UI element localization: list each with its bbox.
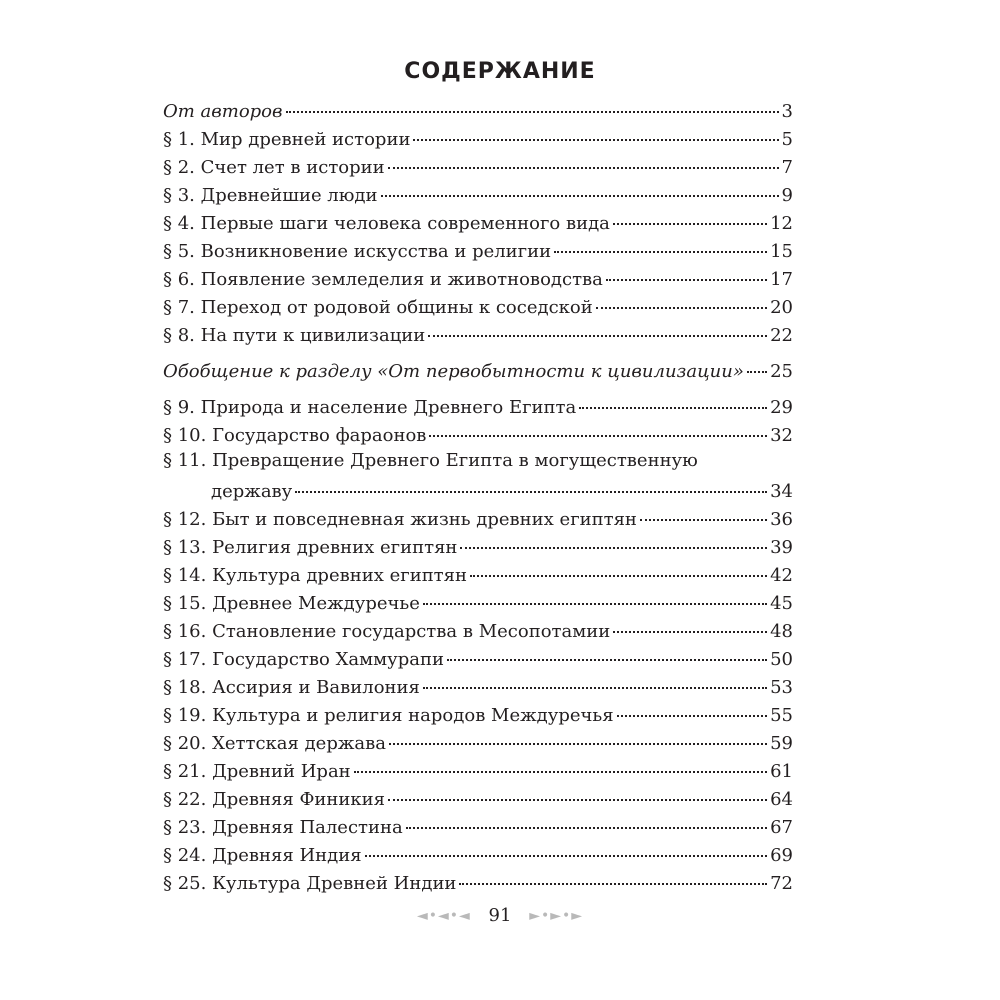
toc-entry-label: § 2. Счет лет в истории (163, 157, 385, 178)
toc-entry-label: § 14. Культура древних египтян (163, 565, 467, 586)
toc-entry-page: 55 (770, 705, 793, 726)
toc-entry-label: § 17. Государство Хаммурапи (163, 649, 444, 670)
dot-leader (579, 387, 767, 409)
toc-entry-page: 69 (770, 845, 793, 866)
dot-leader (617, 695, 768, 717)
toc-entry-page: 17 (770, 269, 793, 290)
toc-entry (163, 355, 793, 383)
toc-entry-label: § 12. Быт и повседневная жизнь древних египтян (163, 509, 637, 530)
toc-entry-label: § 6. Появление земледелия и животноводства (163, 269, 603, 290)
toc-entry-page: 32 (770, 425, 793, 446)
toc-entry-label: § 1. Мир древней истории (163, 129, 411, 150)
dot-leader (413, 119, 778, 141)
toc-entry-page: 48 (770, 621, 793, 642)
toc-entry-page: 9 (781, 185, 793, 206)
toc-entry-label: § 7. Переход от родовой общины к соседской (163, 297, 593, 318)
page-footer (0, 904, 1000, 928)
toc-entry-page: 39 (770, 537, 793, 558)
toc-entry-page: 15 (770, 241, 793, 262)
dot-leader (295, 471, 767, 493)
dot-leader (613, 611, 767, 633)
ornament-right: ►•►•► (529, 908, 584, 924)
toc-entry-page: 36 (770, 509, 793, 530)
toc-entry-page: 50 (770, 649, 793, 670)
toc-entry-page: 29 (770, 397, 793, 418)
toc-entry-label: § 9. Природа и население Древнего Египта (163, 397, 577, 418)
toc-entry (163, 419, 793, 447)
dot-leader (365, 835, 768, 857)
toc-entry-label: § 15. Древнее Междуречье (163, 593, 420, 614)
page-title: СОДЕРЖАНИЕ (404, 59, 596, 84)
dot-leader (459, 863, 767, 885)
dot-leader (596, 287, 767, 309)
toc-entry-page: 72 (770, 873, 793, 894)
toc-entry-label: § 20. Хеттская держава (163, 733, 387, 754)
dot-leader (447, 639, 767, 661)
dot-leader (423, 667, 767, 689)
toc-entry-label: Обобщение к разделу «От первобытности к цивилизации» (163, 361, 744, 382)
dot-leader (428, 315, 767, 337)
toc-entry-label: § 22. Древняя Финикия (163, 789, 385, 810)
dot-leader (406, 807, 767, 829)
toc-entry-page: 34 (770, 481, 793, 502)
toc-entry (163, 319, 793, 347)
toc-entry-page: 12 (770, 213, 793, 234)
dot-leader (388, 147, 779, 169)
dot-leader (606, 259, 767, 281)
toc-entry-label: державу (211, 481, 293, 502)
toc-entry-page: 67 (770, 817, 793, 838)
toc-entry-label: От авторов (163, 101, 283, 122)
toc-entry-page: 42 (770, 565, 793, 586)
toc-entry-label: § 18. Ассирия и Вавилония (163, 677, 420, 698)
toc-entry-label: § 25. Культура Древней Индии (163, 873, 457, 894)
dot-leader (747, 351, 767, 373)
toc-entry-first-line: § 11. Превращение Древнего Египта в могущественную (163, 450, 698, 471)
toc-entry-page: 45 (770, 593, 793, 614)
toc-entry-page: 22 (770, 325, 793, 346)
toc-entry-page: 5 (781, 129, 793, 150)
page-number: 91 (488, 905, 512, 926)
toc-entry-page: 25 (770, 361, 793, 382)
ornament-left: ◄•◄•◄ (416, 908, 471, 924)
dot-leader (429, 415, 767, 437)
toc-entry-label: § 19. Культура и религия народов Междуречья (163, 705, 614, 726)
dot-leader (381, 175, 779, 197)
dot-leader (354, 751, 767, 773)
toc-entry-label: § 5. Возникновение искусства и религии (163, 241, 552, 262)
toc-entry-page: 59 (770, 733, 793, 754)
dot-leader (286, 91, 779, 113)
toc-entry-label: § 24. Древняя Индия (163, 845, 362, 866)
toc-entry-label: § 3. Древнейшие люди (163, 185, 378, 206)
dot-leader (470, 555, 767, 577)
dot-leader (389, 723, 767, 745)
toc-entry-page: 3 (781, 101, 793, 122)
toc-entry (163, 867, 793, 895)
toc-entry-label: § 16. Становление государства в Месопотамии (163, 621, 611, 642)
toc-entry-page: 61 (770, 761, 793, 782)
toc-entry-label: § 4. Первые шаги человека современного вида (163, 213, 610, 234)
dot-leader (640, 499, 767, 521)
toc-entry-page: 7 (781, 157, 793, 178)
dot-leader (423, 583, 767, 605)
toc-entry-page: 64 (770, 789, 793, 810)
table-of-contents (163, 95, 793, 895)
toc-entry-label: § 13. Религия древних египтян (163, 537, 458, 558)
dot-leader (613, 203, 767, 225)
toc-entry-label: § 21. Древний Иран (163, 761, 351, 782)
toc-entry-label: § 23. Древняя Палестина (163, 817, 403, 838)
dot-leader (388, 779, 767, 801)
toc-entry-page: 53 (770, 677, 793, 698)
toc-entry-label: § 10. Государство фараонов (163, 425, 427, 446)
toc-entry-label: § 8. На пути к цивилизации (163, 325, 426, 346)
toc-entry-page: 20 (770, 297, 793, 318)
dot-leader (554, 231, 767, 253)
dot-leader (460, 527, 767, 549)
